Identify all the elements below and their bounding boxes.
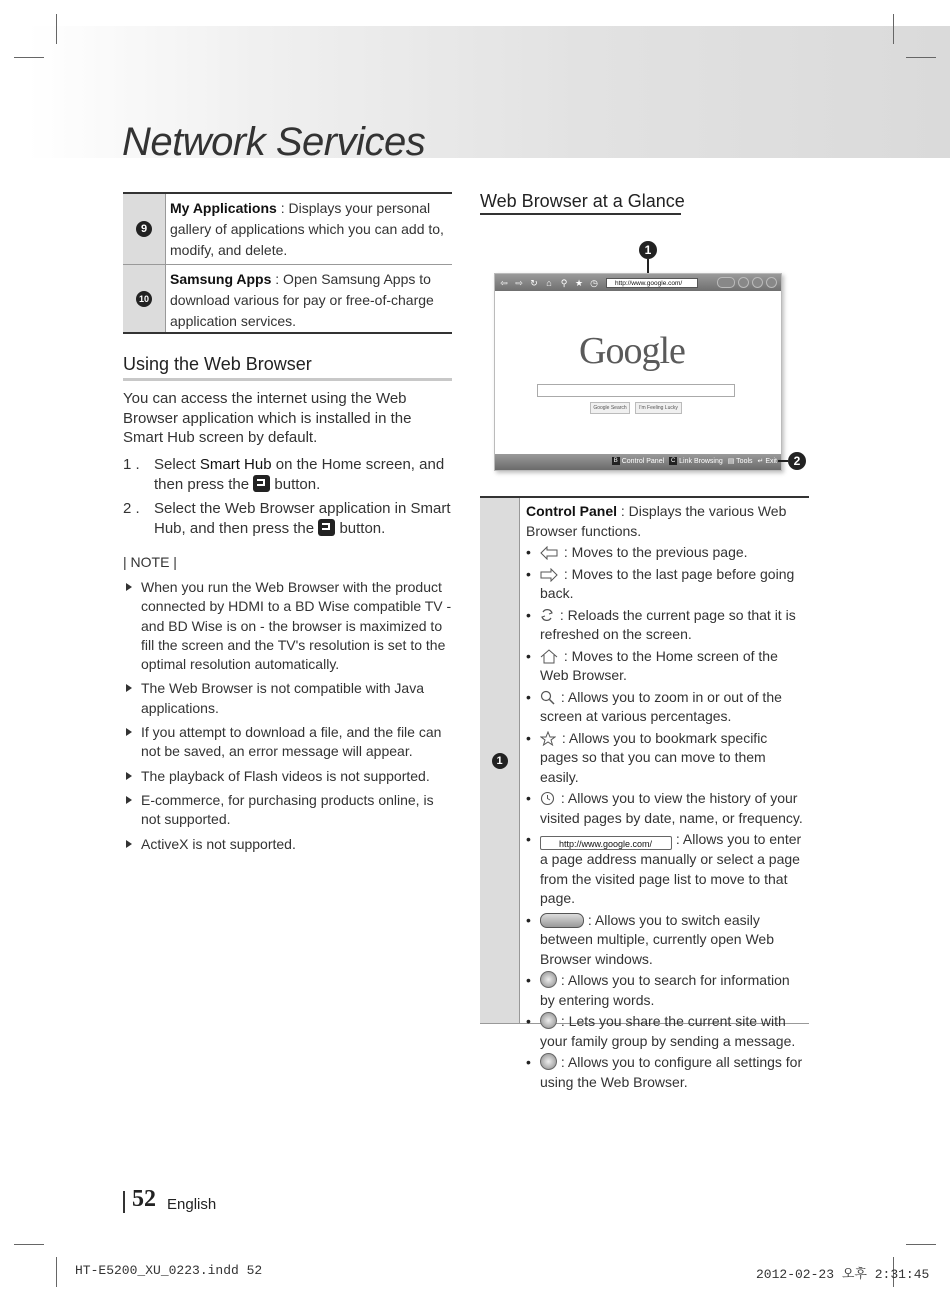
step-bold: Smart Hub [199, 456, 272, 473]
url-field-icon: http://www.google.com/ [540, 836, 672, 850]
section-heading-glance: Web Browser at a Glance [480, 191, 685, 211]
crop-mark [56, 1257, 57, 1287]
status-control-panel: B Control Panel [613, 457, 665, 465]
list-item: • : Moves to the previous page. [526, 543, 805, 563]
history-icon: ◷ [590, 277, 598, 288]
bookmark-star-icon [540, 731, 556, 746]
callout-line [647, 259, 649, 273]
footer-divider [123, 1191, 125, 1213]
tools-icon: ▤ [727, 458, 737, 465]
callout-line [778, 460, 788, 462]
note-list [123, 578, 453, 859]
home-icon [540, 649, 558, 664]
row-number: 9 [136, 221, 152, 237]
c-key-icon: C [670, 458, 676, 464]
crop-mark [893, 14, 894, 44]
function-list [526, 543, 805, 1092]
enter-key-icon [253, 475, 270, 492]
status-tools: ▤ Tools [727, 458, 753, 465]
note-item: The Web Browser is not compatible with Java applications. [123, 679, 453, 718]
step-number: 1 . [123, 456, 140, 473]
note-item: ActiveX is not supported. [123, 835, 453, 854]
google-logo: Google [579, 330, 685, 372]
page-number: 52 [132, 1186, 156, 1212]
triangle-bullet-icon [126, 796, 132, 804]
list-item: • : Reloads the current page so that it is refreshed on the screen. [526, 606, 805, 645]
crop-mark [906, 1244, 936, 1245]
triangle-bullet-icon [126, 728, 132, 736]
row-number-cell [123, 265, 166, 332]
browser-statusbar [495, 454, 781, 470]
toolbar-right-icons [717, 277, 777, 288]
step-text: Select the Web Browser application in Smart Hub, and then press the button. [154, 500, 451, 537]
row-number-cell [480, 498, 520, 1023]
row-number: 10 [136, 291, 152, 307]
row-text [520, 498, 809, 1090]
return-icon: ↵ [757, 458, 766, 465]
url-field: http://www.google.com/ [606, 278, 698, 288]
list-item: • : Allows you to view the history of your visited pages by date, name, or frequency. [526, 789, 805, 828]
b-key-icon: B [613, 458, 618, 464]
crop-mark [14, 57, 44, 58]
status-items [612, 457, 777, 465]
triangle-bullet-icon [126, 684, 132, 692]
page-title: Network Services [122, 120, 426, 164]
list-item: • : Allows you to switch easily between multiple, currently open Web Browser windows. [526, 911, 805, 970]
step-number: 2 . [123, 500, 140, 517]
back-arrow-icon: ⇦ [500, 277, 508, 288]
back-arrow-icon [540, 546, 558, 560]
row-number-cell [123, 194, 166, 264]
reload-icon: ↻ [530, 277, 538, 288]
enter-key-icon [318, 519, 335, 536]
detail-table [480, 496, 809, 1090]
note-item: The playback of Flash videos is not supported. [123, 767, 453, 786]
triangle-bullet-icon [126, 583, 132, 591]
settings-icon [766, 277, 777, 288]
row-number: 1 [492, 753, 508, 769]
browser-screenshot [494, 273, 782, 471]
detail-intro: Control Panel : Displays the various Web Browser functions. [526, 503, 787, 539]
settings-icon [540, 1053, 557, 1070]
note-label: | NOTE | [123, 554, 177, 570]
status-link-browsing: C Link Browsing [670, 457, 723, 465]
intro-paragraph: You can access the internet using the Web Browser application which is installed in the Smart Hub screen by default. [123, 390, 412, 446]
browser-toolbar [495, 274, 781, 291]
row-term: My Applications [170, 200, 277, 216]
share-icon [540, 1012, 557, 1029]
list-item: • : Allows you to zoom in or out of the screen at various percentages. [526, 688, 805, 727]
crop-mark [906, 57, 936, 58]
search-icon [540, 971, 557, 988]
forward-arrow-icon [540, 568, 558, 582]
print-slug-right: 2012-02-23 오후 2:31:45 [756, 1267, 930, 1282]
bookmark-star-icon: ★ [574, 277, 584, 288]
triangle-bullet-icon [126, 772, 132, 780]
history-icon [540, 791, 555, 806]
share-icon [752, 277, 763, 288]
lucky-button: I'm Feeling Lucky [635, 402, 682, 414]
step-text: Select Smart Hub on the Home screen, and then press the button. [154, 456, 445, 493]
print-slug-left: HT-E5200_XU_0223.indd 52 [75, 1263, 263, 1278]
section-heading-using: Using the Web Browser [123, 354, 312, 374]
window-switch-icon [540, 913, 584, 928]
zoom-icon: ⚲ [560, 277, 568, 288]
zoom-icon [540, 690, 555, 705]
forward-arrow-icon: ⇨ [515, 277, 523, 288]
page-language: English [167, 1196, 217, 1213]
google-search-box [537, 384, 735, 397]
row-term: Samsung Apps [170, 271, 272, 287]
window-switch-icon [717, 277, 735, 288]
callout-2: 2 [788, 452, 806, 470]
list-item: • : Moves to the last page before going back. [526, 565, 805, 604]
status-exit: ↵ Exit [757, 458, 777, 465]
reload-icon [540, 607, 554, 623]
list-item: • : Allows you to configure all settings for using the Web Browser. [526, 1053, 805, 1092]
list-item: • : Allows you to search for information by entering words. [526, 971, 805, 1010]
list-item: • : Allows you to bookmark specific pages so that you can move to them easily. [526, 729, 805, 788]
row-term: Control Panel [526, 503, 618, 519]
triangle-bullet-icon [126, 840, 132, 848]
note-item: E-commerce, for purchasing products online, is not supported. [123, 791, 453, 830]
row-desc: : Open Samsung Apps to download various for pay or free-of-charge application services. [170, 271, 434, 329]
intro-table [123, 192, 452, 334]
crop-mark [14, 1244, 44, 1245]
home-icon: ⌂ [546, 277, 552, 288]
row-text [166, 265, 452, 332]
callout-1: 1 [639, 241, 657, 259]
table-row [123, 194, 452, 265]
note-item: When you run the Web Browser with the product connected by HDMI to a BD Wise compatible TV - and BD Wise is on - the browser is maximized to fill the screen and the TV's resolution is set to the optimal resolution automatically. [123, 578, 453, 674]
search-icon [738, 277, 749, 288]
google-search-button: Google Search [590, 402, 630, 414]
crop-mark [56, 14, 57, 44]
table-row [123, 265, 452, 332]
note-item: If you attempt to download a file, and the file can not be saved, an error message will appear. [123, 723, 453, 762]
list-item: • http://www.google.com/ : Allows you to enter a page address manually or select a page from the visited page list to move to that page. [526, 830, 805, 909]
heading-rule [123, 378, 452, 381]
heading-rule [480, 213, 681, 215]
row-text [166, 194, 452, 264]
list-item: • : Lets you share the current site with your family group by sending a message. [526, 1012, 805, 1051]
row-desc: : Displays your personal gallery of applications which you can add to, modify, and delete. [170, 200, 444, 258]
list-item: • : Moves to the Home screen of the Web Browser. [526, 647, 805, 686]
